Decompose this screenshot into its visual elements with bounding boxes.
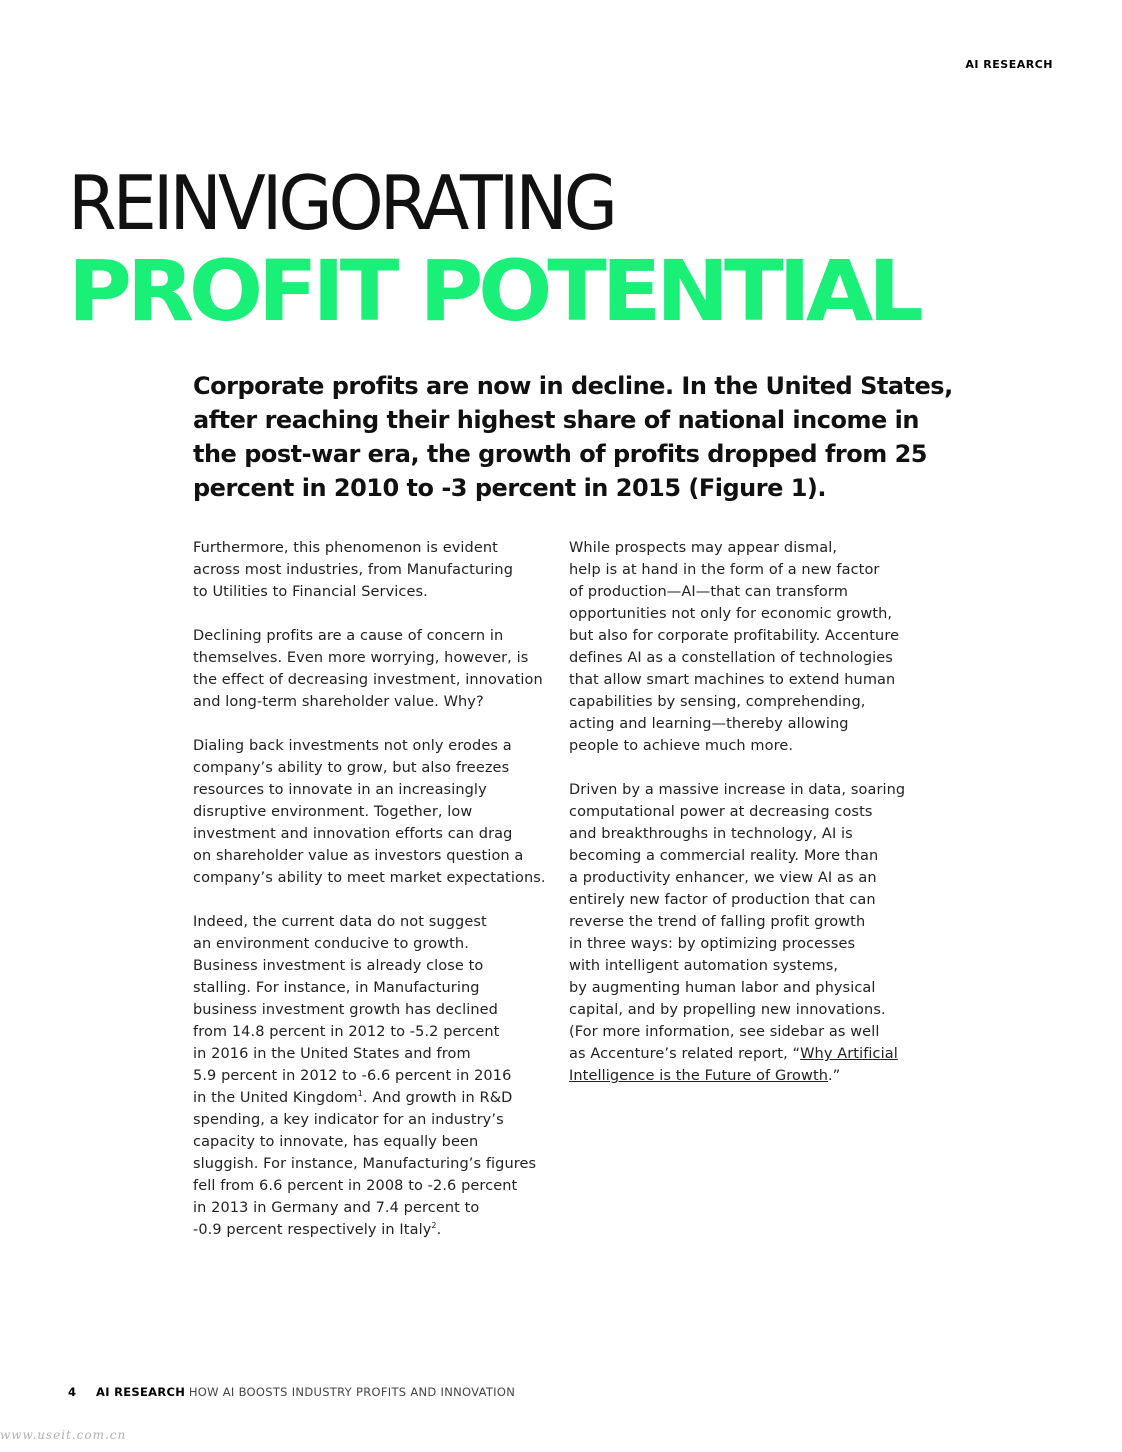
left-column (193, 537, 563, 1241)
footer-subtitle: HOW AI BOOSTS INDUSTRY PROFITS AND INNOVATION (188, 1385, 516, 1399)
intro-paragraph: Corporate profits are now in decline. In the United States, after reaching their highest share of national income in the post-war era, the growth of profits dropped from 25 percent in 2010 to -3 percent in 2015 (Figure 1). (193, 372, 953, 502)
page-title-line1: REINVIGORATING (68, 159, 615, 248)
page-number: 4 (68, 1385, 77, 1399)
left-paragraph-2: Declining profits are a cause of concern in themselves. Even more worrying, however, is the effect of decreasing investment, innovation and long-term shareholder value. Why? (193, 628, 543, 710)
right-column (569, 537, 939, 1087)
report-link[interactable]: Why Artificial Intelligence is the Future of Growth (569, 1046, 898, 1084)
footer-brand: AI RESEARCH (96, 1385, 186, 1399)
left-paragraph-1: Furthermore, this phenomenon is evident across most industries, from Manufacturing to Utilities to Financial Services. (193, 540, 514, 600)
paragraph-text: Indeed, the current data do not suggest an environment conducive to growth. Business investment is already close to stalling. For instance, in Manufacturing business investment growth has declined from 14.8 percent in 2012 to -5.2 percent in 2016 in the United States and from 5.9 percent in 2012 to -6.6 percent in 2016 in the United Kingdom (193, 914, 512, 1106)
page-footer (68, 1385, 515, 1399)
right-paragraph-2 (569, 779, 939, 1087)
footnote-ref-2: 2 (431, 1221, 437, 1231)
page-title-line2: PROFIT POTENTIAL (68, 242, 919, 340)
section-label: AI RESEARCH (965, 58, 1053, 71)
paragraph-text: . And growth in R&D spending, a key indicator for an industry’s capacity to innovate, has equally been sluggish. For instance, Manufacturing’s figures fell from 6.6 percent in 2008 to -2.6 percent in 2013 in Germany and 7.4 percent to -0.9 percent respectively in Italy (193, 1090, 537, 1238)
left-paragraph-4 (193, 911, 563, 1241)
paragraph-text: .” (828, 1068, 841, 1084)
paragraph-text: . (436, 1222, 442, 1238)
right-paragraph-1: While prospects may appear dismal, help is at hand in the form of a new factor of production—AI—that can transform opportunities not only for economic growth, but also for corporate profitability. Accenture defines AI as a constellation of technologies that allow smart machines to extend human capabilities by sensing, comprehending, acting and learning—thereby allowing people to achieve much more. (569, 540, 900, 754)
left-paragraph-3: Dialing back investments not only erodes a company’s ability to grow, but also freezes resources to innovate in an increasingly disruptive environment. Together, low investment and innovation efforts can drag on shareholder value as investors question a company’s ability to meet market expectations. (193, 738, 546, 886)
paragraph-text: Driven by a massive increase in data, soaring computational power at decreasing costs and breakthroughs in technology, AI is becoming a commercial reality. More than a productivity enhancer, we view AI as an entirely new factor of production that can reverse the trend of falling profit growth in three ways: by optimizing processes with intelligent automation systems, by augmenting human labor and physical capital, and by propelling new innovations. (For more information, see sidebar as well as Accenture’s related report, “ (569, 782, 906, 1062)
footnote-ref-1: 1 (357, 1089, 363, 1099)
watermark: www.useit.com.cn (0, 1428, 127, 1442)
